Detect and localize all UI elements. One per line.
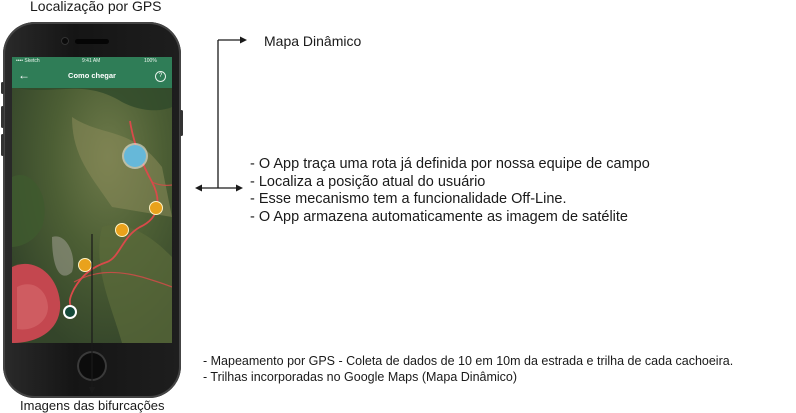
arrowhead-down-icon — [89, 387, 96, 394]
note-item: - Mapeamento por GPS - Coleta de dados de 10 em 10m da estrada e trilha de cada cachoeira. — [203, 354, 734, 368]
bifurcation-images-label: Imagens das bifurcações — [20, 398, 165, 413]
feature-item: - Localiza a posição atual do usuário — [250, 173, 486, 190]
help-icon[interactable]: ? — [155, 71, 166, 82]
feature-item: - O App traça uma rota já definida por nossa equipe de campo — [250, 156, 650, 172]
carrier-label: •••• Sketch — [16, 58, 40, 64]
arrowhead-right-icon — [240, 37, 247, 44]
screen-title: Como chegar — [68, 71, 116, 80]
dynamic-map-label: Mapa Dinâmico — [264, 33, 362, 49]
arrowhead-right-icon — [236, 185, 243, 192]
page-title: Localização por GPS — [30, 0, 162, 14]
battery-label: 100% — [144, 58, 157, 64]
feature-list — [250, 156, 650, 226]
feature-item: - O App armazena automaticamente as imagem de satélite — [250, 208, 628, 225]
note-item: - Trilhas incorporadas no Google Maps (Mapa Dinâmico) — [203, 370, 518, 384]
clock-label: 9:41 AM — [82, 58, 101, 64]
arrowhead-left-icon — [195, 185, 202, 192]
back-arrow-icon[interactable]: ← — [18, 68, 30, 82]
notes-list — [203, 353, 733, 385]
feature-item: - Esse mecanismo tem a funcionalidade Off-Line. — [250, 191, 567, 207]
